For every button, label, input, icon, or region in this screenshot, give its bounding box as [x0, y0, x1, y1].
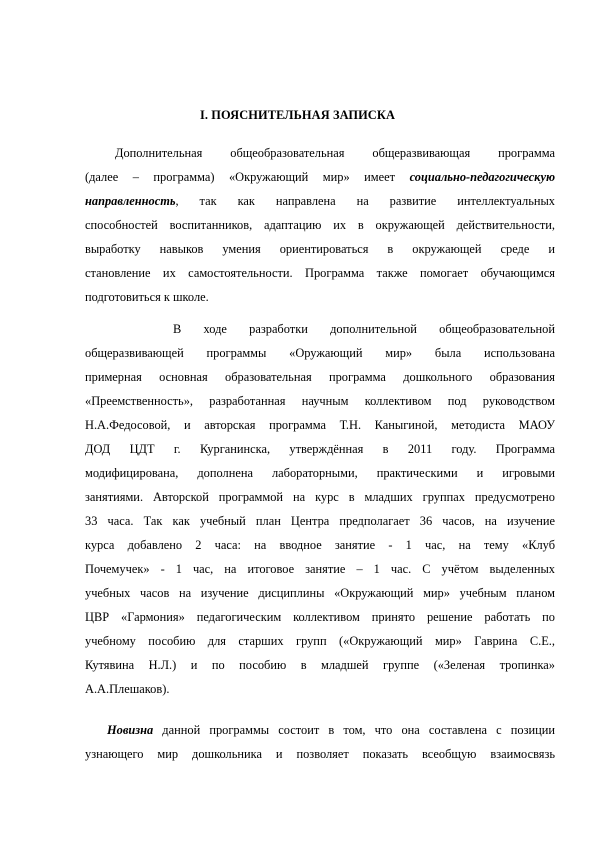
text-line [85, 633, 555, 649]
text-run: способностей воспитанников, адаптацию их в окружающей действительности, [85, 218, 555, 232]
text-run: Н.А.Федосовой, и авторская программа Т.Н. Каныгиной, методиста МАОУ [85, 418, 555, 432]
text-line [85, 681, 555, 697]
text-line [85, 657, 555, 673]
text-line [85, 489, 555, 505]
text-run: данной программы состоит в том, что она составлена с позиции [153, 723, 555, 737]
text-run: , так как направлена на развитие интеллектуальных [175, 194, 555, 208]
text-run: занятиями. Авторской программой на курс в младших группах предусмотрено [85, 490, 555, 504]
text-run: 33 часа. Так как учебный план Центра предполагает 36 часов, на изучение [85, 514, 555, 528]
text-line [85, 217, 555, 233]
text-run: подготовиться к школе. [85, 290, 209, 304]
text-line [85, 369, 555, 385]
text-run: ЦВР «Гармония» педагогическим коллективом принято решение работать по [85, 610, 555, 624]
emphasized-term: социально-педагогическую [409, 170, 555, 184]
text-run: Почемучек» - 1 час, на итоговое занятие – 1 час. С учётом выделенных [85, 562, 555, 576]
text-run: узнающего мир дошкольника и позволяет показать всеобщую взаимосвязь [85, 747, 555, 761]
text-run: (далее – программа) «Окружающий мир» имеет [85, 170, 410, 184]
text-run: «Преемственность», разработанная научным коллективом под руководством [85, 394, 555, 408]
emphasized-term: Новизна [107, 723, 154, 737]
text-line [85, 241, 555, 257]
text-run: выработку навыков умения ориентироваться в окружающей среде и [85, 242, 555, 256]
text-run: учебных часов на изучение дисциплины «Окружающий мир» учебным планом [85, 586, 555, 600]
text-run: общеразвивающей программы «Оружающий мир» была использована [85, 346, 555, 360]
text-line [85, 169, 555, 185]
text-run: А.А.Плешаков). [85, 682, 170, 696]
text-line [85, 609, 555, 625]
text-run: Кутявина Н.Л.) и по пособию в младшей группе («Зеленая тропинка» [85, 658, 555, 672]
text-line [85, 265, 555, 281]
text-line [85, 746, 555, 762]
text-run: курса добавлено 2 часа: на вводное занятие - 1 час, на тему «Клуб [85, 538, 555, 552]
text-run: становление их самостоятельности. Программа также помогает обучающимся [85, 266, 555, 280]
text-line [85, 585, 555, 601]
emphasized-term: направленность [85, 194, 176, 208]
text-line [85, 441, 555, 457]
text-line [85, 537, 555, 553]
text-run: Дополнительная общеобразовательная общеразвивающая программа [115, 146, 555, 160]
section-title: I. ПОЯСНИТЕЛЬНАЯ ЗАПИСКА [199, 108, 395, 122]
text-line [85, 345, 555, 361]
text-line [85, 193, 555, 209]
text-line [107, 722, 555, 738]
text-run: примерная основная образовательная программа дошкольного образования [85, 370, 555, 384]
text-line [85, 561, 555, 577]
text-line [85, 465, 555, 481]
text-line [85, 393, 555, 409]
text-run: В ходе разработки дополнительной общеобразовательной [173, 322, 555, 336]
text-line [115, 145, 555, 161]
text-run: модифицирована, дополнена лабораторными, практическими и игровыми [85, 466, 555, 480]
text-line [85, 417, 555, 433]
text-line [85, 289, 555, 305]
text-run: ДОД ЦДТ г. Курганинска, утверждённая в 2011 году. Программа [85, 442, 555, 456]
text-line [85, 513, 555, 529]
text-run: учебному пособию для старших групп («Окружающий мир» Гаврина С.Е., [85, 634, 555, 648]
text-line [173, 321, 555, 337]
